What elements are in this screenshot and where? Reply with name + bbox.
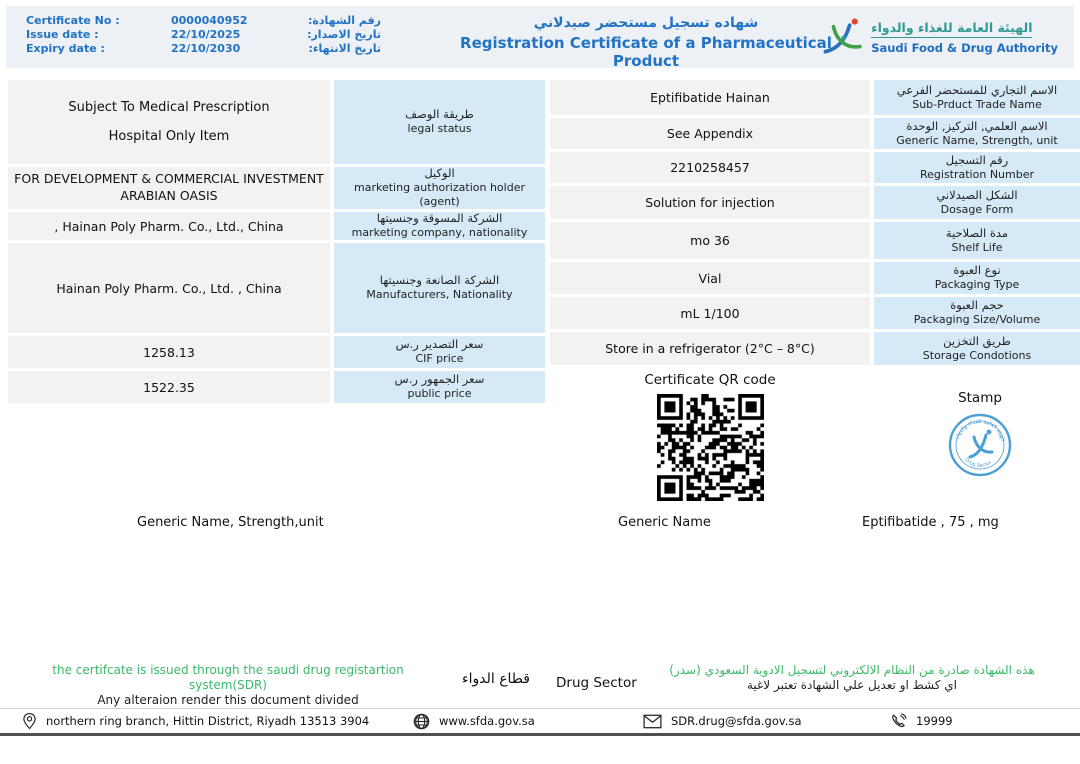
- table-row-generic-name: [550, 118, 1080, 149]
- marketing-company-label: الشركة المسوقة وجنسيتها marketing company, nationality: [334, 212, 545, 240]
- generic-name-value: See Appendix: [550, 118, 870, 149]
- sfda-logo: [821, 15, 1058, 59]
- qr-code-image: [657, 394, 764, 501]
- table-row-packaging-size: [550, 297, 1080, 329]
- drug-sector-arabic: قطاع الدواء: [462, 671, 530, 687]
- appendix-generic-value: Eptifibatide , 75 , mg: [862, 515, 999, 530]
- disclaimer-arabic-black: اي كشط او تعديل علي الشهادة تعتبر لاغية: [746, 678, 958, 692]
- legal-status-label: طريقة الوصف legal status: [334, 80, 545, 164]
- table-row-legal-status: [8, 80, 545, 164]
- globe-icon: [413, 713, 430, 730]
- appendix-section-header: Generic Name, Strength,unit: [137, 515, 324, 530]
- table-row-cif-price: [8, 336, 545, 368]
- certificate-qr-section: [550, 372, 870, 505]
- packaging-size-value: mL 1/100: [550, 297, 870, 329]
- phone-icon: [890, 713, 907, 730]
- certificate-no-label-ar: رقم الشهادة:: [307, 14, 381, 27]
- cif-price-label: سعر التصدير ر.س CIF price: [334, 336, 545, 368]
- location-pin-icon: [22, 712, 37, 730]
- expiry-date-value: 22/10/2030: [171, 42, 241, 55]
- appendix-column-label: Generic Name: [618, 515, 711, 530]
- disclaimer-english-black: Any alteraion render this document divided: [97, 693, 359, 707]
- expiry-date-label: Expiry date :: [26, 42, 105, 55]
- stamp-label: Stamp: [958, 390, 1002, 406]
- legal-status-line2: Hospital Only Item: [108, 129, 230, 144]
- footer-contact-bar: [0, 708, 1080, 736]
- marketing-company-value: , Hainan Poly Pharm. Co., Ltd., China: [8, 212, 330, 240]
- trade-name-value: Eptifibatide Hainan: [550, 80, 870, 115]
- registration-number-value: 2210258457: [550, 152, 870, 183]
- disclaimer-english: [18, 663, 438, 709]
- website-item: [413, 709, 535, 733]
- public-price-value: 1522.35: [8, 371, 330, 403]
- table-row-shelf-life: [550, 222, 1080, 259]
- disclaimer-arabic: [640, 663, 1064, 694]
- page-title-arabic: شهاده تسجيل مستحضر صيدلاني: [533, 15, 759, 31]
- table-row-dosage-form: [550, 186, 1080, 219]
- registration-number-label: رقم التسجيل Registration Number: [874, 152, 1080, 183]
- generic-name-label: الاسم العلمي, التركيز, الوحدة Generic Name, Strength, unit: [874, 118, 1080, 149]
- table-row-trade-name: [550, 80, 1080, 115]
- packaging-size-label: حجم العبوة Packaging Size/Volume: [874, 297, 1080, 329]
- legal-status-value: [8, 80, 330, 164]
- table-row-registration-number: [550, 152, 1080, 183]
- issue-date-value: 22/10/2025: [171, 28, 241, 41]
- disclaimer-english-green: the certifcate is issued through the saudi drug registartion system(SDR): [52, 663, 404, 692]
- trade-name-label: الاسم التجاري للمستحضر الفرعي Sub-Prduct Trade Name: [874, 80, 1080, 115]
- header-strip: [6, 6, 1074, 68]
- public-price-label: سعر الجمهور ر.س public price: [334, 371, 545, 403]
- disclaimer-arabic-green: هذه الشهادة صادرة من النظام الالكتروني لتسجيل الادوية السعودي (سدر): [669, 663, 1035, 677]
- sfda-logo-swoosh-icon: [821, 15, 865, 59]
- right-details-table: [550, 80, 1080, 368]
- address-text: northern ring branch, Hittin District, Riyadh 13513 3904: [46, 714, 370, 728]
- table-row-public-price: [8, 371, 545, 403]
- sfda-logo-text: [871, 20, 1058, 55]
- email-item: [643, 709, 802, 733]
- issue-date-label: Issue date :: [26, 28, 99, 41]
- sfda-logo-english: Saudi Food & Drug Authority: [871, 40, 1058, 55]
- website-text: www.sfda.gov.sa: [439, 714, 535, 728]
- phone-text: 19999: [916, 714, 953, 728]
- dosage-form-label: الشكل الصيدلاني Dosage Form: [874, 186, 1080, 219]
- certificate-meta: [26, 14, 381, 55]
- manufacturer-label: الشركة الصانعة وجنسيتها Manufacturers, Nationality: [334, 243, 545, 333]
- storage-conditions-value: Store in a refrigerator (2°C – 8°C): [550, 332, 870, 365]
- sfda-stamp-seal-icon: [948, 413, 1012, 477]
- phone-item: [890, 709, 953, 733]
- cif-price-value: 1258.13: [8, 336, 330, 368]
- drug-sector-english: Drug Sector: [556, 675, 637, 691]
- email-text: SDR.drug@sfda.gov.sa: [671, 714, 802, 728]
- table-row-agent: [8, 167, 545, 209]
- page-title: [446, 15, 846, 70]
- table-row-packaging-type: [550, 262, 1080, 294]
- manufacturer-value: Hainan Poly Pharm. Co., Ltd. , China: [8, 243, 330, 333]
- legal-status-line1: Subject To Medical Prescription: [68, 100, 270, 115]
- shelf-life-value: mo 36: [550, 222, 870, 259]
- stamp-section: [900, 390, 1060, 481]
- svg-text:الهيئة العامة للغذاء والدواء: الهيئة العامة للغذاء والدواء: [954, 418, 1006, 442]
- agent-value: FOR DEVELOPMENT & COMMERCIAL INVESTMENT ARABIAN OASIS: [8, 167, 330, 209]
- dosage-form-value: Solution for injection: [550, 186, 870, 219]
- shelf-life-label: مدة الصلاحية Shelf Life: [874, 222, 1080, 259]
- issue-date-label-ar: تاريخ الاصدار:: [307, 28, 381, 41]
- table-row-marketing-company: [8, 212, 545, 240]
- envelope-icon: [643, 714, 662, 729]
- table-row-storage-conditions: [550, 332, 1080, 365]
- packaging-type-label: نوع العبوة Packaging Type: [874, 262, 1080, 294]
- certificate-no-label: Certificate No :: [26, 14, 120, 27]
- address-item: [22, 709, 369, 733]
- svg-text:Drug Sector: Drug Sector: [963, 456, 993, 470]
- table-row-manufacturer: [8, 243, 545, 333]
- expiry-date-label-ar: تاريخ الانتهاء:: [308, 42, 381, 55]
- packaging-type-value: Vial: [550, 262, 870, 294]
- qr-code-label: Certificate QR code: [644, 372, 776, 388]
- left-details-table: [8, 80, 545, 406]
- certificate-no-value: 0000040952: [171, 14, 248, 27]
- page-title-english: Registration Certificate of a Pharmaceutical Product: [460, 34, 832, 70]
- agent-label: الوكيل marketing authorization holder (agent): [334, 167, 545, 209]
- storage-conditions-label: طريق التخزين Storage Condotions: [874, 332, 1080, 365]
- sfda-logo-arabic: الهيئة العامة للغذاء والدواء: [871, 20, 1032, 38]
